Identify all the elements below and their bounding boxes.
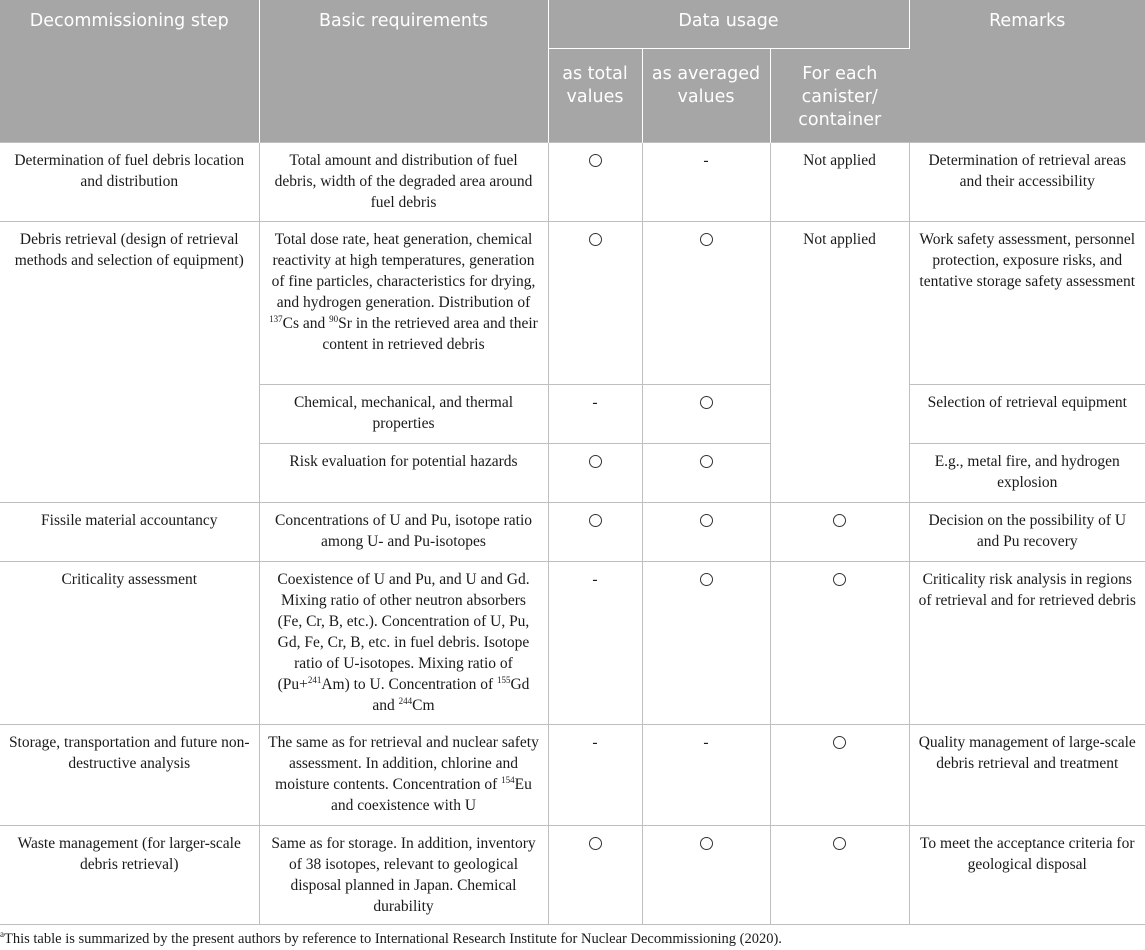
requirements-cell: Concentrations of U and Pu, isotope ratio among U- and Pu-isotopes: [259, 502, 548, 561]
remarks-cell: Determination of retrieval areas and their accessibility: [909, 142, 1145, 221]
table-row: [0, 221, 1145, 384]
total-values-cell: -: [548, 724, 642, 825]
circle-mark: [700, 573, 713, 586]
requirements-cell: Risk evaluation for potential hazards: [259, 443, 548, 502]
circle-mark: [589, 233, 602, 246]
table-row: [0, 502, 1145, 561]
averaged-values-cell: [642, 384, 770, 443]
canister-cell: [770, 502, 909, 561]
circle-mark: [700, 837, 713, 850]
canister-cell: Not applied: [770, 221, 909, 502]
table-row: [0, 825, 1145, 924]
total-values-cell: [548, 502, 642, 561]
step-cell: Waste management (for larger-scale debris retrieval): [0, 825, 259, 924]
circle-mark: [589, 455, 602, 468]
averaged-values-cell: [642, 502, 770, 561]
step-cell: Debris retrieval (design of retrieval methods and selection of equipment): [0, 221, 259, 502]
step-cell: Fissile material accountancy: [0, 502, 259, 561]
averaged-values-cell: -: [642, 724, 770, 825]
remarks-cell: Criticality risk analysis in regions of retrieval and for retrieved debris: [909, 561, 1145, 724]
step-cell: Criticality assessment: [0, 561, 259, 724]
footnote-text: This table is summarized by the present authors by reference to International Research Institute for Nuclear Decommissioning (2020).: [4, 931, 782, 947]
averaged-values-cell: [642, 443, 770, 502]
circle-mark: [833, 573, 846, 586]
remarks-cell: E.g., metal fire, and hydrogen explosion: [909, 443, 1145, 502]
circle-mark: [833, 736, 846, 749]
circle-mark: [700, 514, 713, 527]
circle-mark: [700, 396, 713, 409]
header-remarks: Remarks: [909, 0, 1145, 142]
requirements-cell: Total amount and distribution of fuel debris, width of the degraded area around fuel debris: [259, 142, 548, 221]
header-for-each-canister: For each canister/ container: [770, 48, 909, 142]
total-values-cell: -: [548, 561, 642, 724]
total-values-cell: [548, 142, 642, 221]
remarks-cell: To meet the acceptance criteria for geological disposal: [909, 825, 1145, 924]
table-row: [0, 142, 1145, 221]
header-basic-requirements: Basic requirements: [259, 0, 548, 142]
circle-mark: [700, 233, 713, 246]
circle-mark: [589, 154, 602, 167]
remarks-cell: Selection of retrieval equipment: [909, 384, 1145, 443]
circle-mark: [833, 837, 846, 850]
circle-mark: [700, 455, 713, 468]
averaged-values-cell: [642, 561, 770, 724]
circle-mark: [833, 514, 846, 527]
requirements-cell: The same as for retrieval and nuclear safety assessment. In addition, chlorine and moisture contents. Concentration of $^{154}$Eu and coexistence with U: [259, 724, 548, 825]
remarks-cell: Quality management of large-scale debris retrieval and treatment: [909, 724, 1145, 825]
total-values-cell: [548, 221, 642, 384]
canister-cell: Not applied: [770, 142, 909, 221]
header-data-usage: Data usage: [548, 0, 909, 48]
remarks-cell: Decision on the possibility of U and Pu recovery: [909, 502, 1145, 561]
table-row: [0, 724, 1145, 825]
circle-mark: [589, 514, 602, 527]
total-values-cell: [548, 443, 642, 502]
header-decommissioning-step: Decommissioning step: [0, 0, 259, 142]
footnote-mark: a: [0, 929, 4, 940]
total-values-cell: [548, 825, 642, 924]
averaged-values-cell: [642, 825, 770, 924]
step-cell: Storage, transportation and future non-destructive analysis: [0, 724, 259, 825]
table-row: [0, 561, 1145, 724]
averaged-values-cell: -: [642, 142, 770, 221]
header-as-averaged-values: as averaged values: [642, 48, 770, 142]
requirements-cell: Coexistence of U and Pu, and U and Gd. Mixing ratio of other neutron absorbers (Fe, Cr, B, etc.). Concentration of U, Pu, Gd, Fe, Cr, B, etc. in fuel debris. Isotope ratio of U-isotopes. Mixing ratio of (Pu+$^{241}$Am) to U. Concentration of $^{155}$Gd and $^{244}$Cm: [259, 561, 548, 724]
header-as-total-values: as total values: [548, 48, 642, 142]
averaged-values-cell: [642, 221, 770, 384]
total-values-cell: -: [548, 384, 642, 443]
circle-mark: [589, 837, 602, 850]
remarks-cell: Work safety assessment, personnel protection, exposure risks, and tentative storage safety assessment: [909, 221, 1145, 384]
canister-cell: [770, 561, 909, 724]
canister-cell: [770, 724, 909, 825]
canister-cell: [770, 825, 909, 924]
table-footnote: [0, 931, 782, 948]
requirements-cell: Chemical, mechanical, and thermal properties: [259, 384, 548, 443]
requirements-cell: Same as for storage. In addition, inventory of 38 isotopes, relevant to geological disposal planned in Japan. Chemical durability: [259, 825, 548, 924]
step-cell: Determination of fuel debris location and distribution: [0, 142, 259, 221]
requirements-cell: Total dose rate, heat generation, chemical reactivity at high temperatures, generation of fine particles, characteristics for drying, and hydrogen generation. Distribution of $^{137}$Cs and $^{90}$Sr in the retrieved area and their content in retrieved debris: [259, 221, 548, 384]
